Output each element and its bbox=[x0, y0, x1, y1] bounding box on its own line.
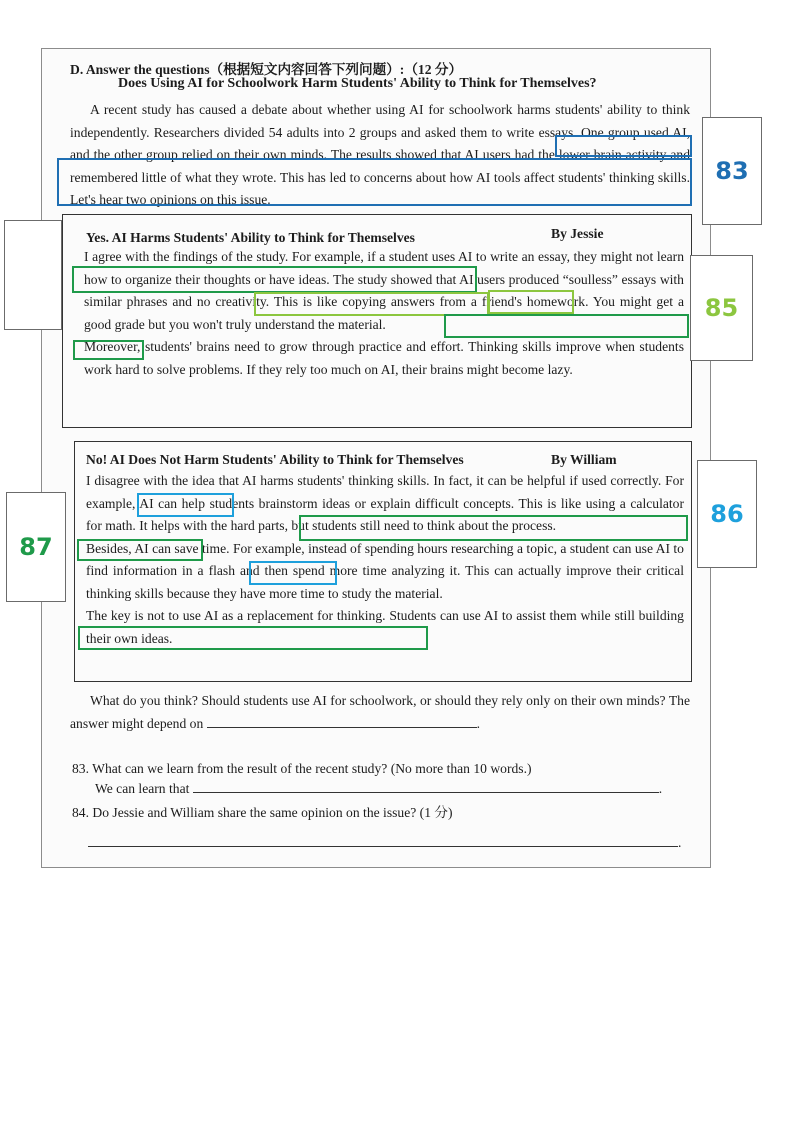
marker-85: 85 bbox=[690, 255, 753, 361]
highlight-for-example-1 bbox=[137, 493, 234, 517]
highlight-similar-phrases bbox=[254, 292, 489, 316]
jessie-text: I agree with the findings of the study. For example, if a student uses AI to write an essay, they bbox=[84, 249, 597, 264]
highlight-key-not-replacement bbox=[78, 626, 428, 650]
william-title: No! AI Does Not Harm Students' Ability to Think for Themselves bbox=[86, 452, 464, 467]
jessie-paragraph-2: Moreover, students' brains need to grow through practice and effort. Thinking skills improve when students work hard to solve problems. If they rely too much on AI, their brains might become lazy. bbox=[84, 339, 684, 377]
question-83-answer-line: We can learn that . bbox=[95, 778, 662, 800]
closing-paragraph: What do you think? Should students use AI for schoolwork, or should they rely only on their own minds? The answer might depend on . bbox=[70, 693, 690, 731]
highlight-this-is-like bbox=[488, 290, 574, 314]
highlight-organize-thoughts bbox=[72, 266, 477, 293]
highlight-wont-understand bbox=[444, 314, 689, 338]
highlight-material bbox=[73, 340, 144, 360]
william-text: AI can help students brainstorm ideas or explain difficult concepts. This is like using a calculator for math. bbox=[86, 495, 684, 533]
highlight-for-example-2 bbox=[249, 561, 337, 585]
jessie-text: copying answers from a friend's homework. You might get a good grade bbox=[84, 294, 684, 332]
jessie-text: The study showed that AI users produced “soulless” essays bbox=[333, 271, 657, 287]
william-text: instead of spending hours researching a topic, a student can use AI to find information in a flash and then spend more time analyzing it. This can actually improve their critical thinking skills because they have more time to study the material. bbox=[86, 540, 684, 601]
intro-text: A recent study has caused a debate about whether using AI for schoolwork harms students' ability to think independently. Researchers divided 54 adults into 2 groups and asked them to write essays. One group used AI, and the other group relied on their own minds. bbox=[70, 102, 690, 162]
jessie-highlight-organize: might not learn how to organize their thoughts or have ideas. bbox=[84, 249, 684, 287]
jessie-author: By Jessie bbox=[551, 226, 604, 241]
marker-87: 87 bbox=[6, 492, 66, 602]
highlight-results-sentence bbox=[57, 158, 692, 206]
highlight-results-showed bbox=[555, 135, 692, 157]
highlight-hard-parts bbox=[299, 515, 688, 541]
jessie-title: Yes. AI Harms Students' Ability to Think for Themselves bbox=[86, 230, 415, 245]
jessie-highlight-creativity: with similar phrases and no creativity. bbox=[84, 271, 684, 309]
closing-answer-blank[interactable] bbox=[207, 713, 477, 728]
question-83-blank[interactable] bbox=[193, 778, 659, 793]
william-highlight-process: It helps with the hard parts, but students still need to think about the process. bbox=[139, 518, 557, 533]
question-84: 84. Do Jessie and William share the same opinion on the issue? (1 分) bbox=[72, 805, 453, 820]
question-84-blank[interactable] bbox=[88, 832, 678, 847]
question-83-lead: We can learn that bbox=[95, 781, 190, 796]
jessie-highlight-like: This is like bbox=[273, 294, 338, 309]
william-text: Besides, AI can save time. bbox=[86, 540, 230, 556]
marker-83: 83 bbox=[702, 117, 762, 225]
william-highlight-example-1: For example, bbox=[86, 473, 684, 511]
william-text: Students can use AI to assist them while still building their own ideas. bbox=[86, 608, 684, 646]
william-highlight-key: The key is not to use AI as a replacement for thinking. bbox=[86, 608, 386, 623]
article-title: Does Using AI for Schoolwork Harm Students' Ability to Think for Themselves? bbox=[118, 76, 597, 91]
marker-empty-left bbox=[4, 220, 62, 330]
william-text: I disagree with the idea that AI harms students' thinking skills. In fact, it can be helpful if used correctly. bbox=[86, 473, 662, 488]
highlight-about-process bbox=[77, 539, 203, 561]
closing-text: What do you think? Should students use AI for schoolwork, or should they rely only on their own minds? The answer might depend on bbox=[70, 693, 690, 731]
william-highlight-example-2: For example, bbox=[232, 540, 305, 556]
intro-closing-text: Let's hear two opinions on this issue. bbox=[70, 192, 271, 207]
marker-86: 86 bbox=[697, 460, 757, 568]
section-title: D. Answer the questions（根据短文内容回答下列问题）:（12 分） bbox=[70, 62, 463, 77]
intro-highlight-text: The results showed that AI users had the lower brain activity and remembered little of what they wrote. This has led to concerns about how AI tools affect students' thinking skills. bbox=[70, 147, 691, 185]
question-83: 83. What can we learn from the result of the recent study? (No more than 10 words.) bbox=[72, 761, 532, 776]
question-84-answer-line: . bbox=[88, 832, 681, 854]
william-author: By William bbox=[551, 452, 617, 467]
jessie-highlight-understand: but you won't truly understand the material. bbox=[148, 316, 386, 332]
